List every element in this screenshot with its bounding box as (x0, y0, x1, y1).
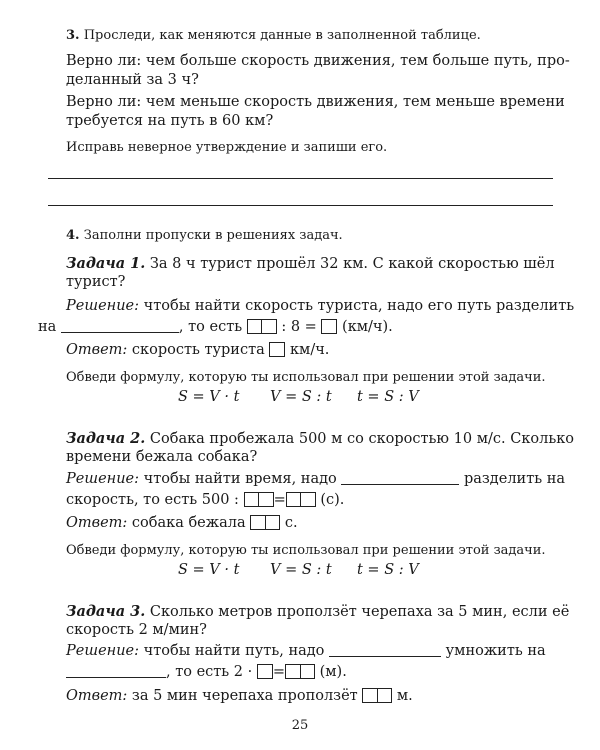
zadacha1-text1: За 8 ч турист прошёл 32 км. С какой скоростью шёл (149, 256, 555, 272)
zadacha1-solution-unit: (км/ч). (342, 319, 393, 335)
zadacha1-circle-instruction: Обведи формулу, которую ты использовал при решении этой задачи. (66, 370, 546, 385)
zadacha3-answer-label: Ответ: (66, 688, 128, 704)
task3-instruction: Исправь неверное утверждение и запиши его. (66, 140, 388, 155)
zadacha1-box-distance[interactable] (247, 319, 277, 334)
zadacha3-label: Задача 3. (66, 603, 146, 620)
zadacha1-solution-label: Решение: (66, 298, 140, 314)
task3-question1-line1: Верно ли: чем больше скорость движения, тем больше путь, про- (66, 53, 570, 69)
task3-question2-line1: Верно ли: чем меньше скорость движения, тем меньше времени (66, 94, 565, 110)
zadacha3-answer-unit: м. (396, 688, 413, 704)
zadacha2-solution-pre: чтобы найти время, надо (143, 471, 337, 487)
zadacha1-answer-unit: км/ч. (289, 342, 330, 358)
zadacha2-solution-line1 (66, 471, 565, 487)
zadacha3-solution-line2 (66, 664, 347, 680)
answer-line-1[interactable] (48, 178, 553, 179)
task3-question1-line2: деланный за 3 ч? (66, 72, 199, 88)
zadacha3-solution-pre: чтобы найти путь, надо (143, 643, 325, 659)
zadacha2-box-result[interactable] (286, 492, 316, 507)
zadacha3-answer-box[interactable] (362, 688, 392, 703)
zadacha2-answer (66, 515, 298, 531)
zadacha3-answer-pre: за 5 мин черепаха проползёт (131, 688, 358, 704)
zadacha2-solution-pre2: скорость, то есть 500 : (66, 492, 239, 508)
zadacha2-formula-speed[interactable]: V = S : t (270, 562, 332, 578)
zadacha1-solution-pre: на (38, 319, 57, 335)
zadacha3-blank-word1[interactable] (329, 644, 441, 657)
zadacha1-formula-time[interactable]: t = S : V (357, 389, 419, 405)
zadacha2-answer-pre: собака бежала (131, 515, 246, 531)
zadacha1-answer-box[interactable] (269, 342, 285, 357)
zadacha2-solution-unit: (с). (320, 492, 345, 508)
zadacha3-solution-eq: = (272, 664, 286, 680)
zadacha1-solution-line2 (38, 319, 393, 335)
zadacha2-solution-eq: = (273, 492, 286, 508)
zadacha1-answer-label: Ответ: (66, 342, 128, 358)
zadacha3-text1: Сколько метров проползёт черепаха за 5 мин, если её (149, 604, 570, 620)
task4-number: 4. (66, 228, 80, 243)
zadacha1-line2: турист? (66, 274, 126, 290)
zadacha1-answer (66, 342, 329, 358)
zadacha3-box-time[interactable] (257, 664, 273, 679)
zadacha1-line1 (66, 255, 555, 272)
zadacha3-solution-mid: , то есть 2 · (166, 664, 253, 680)
zadacha2-circle-instruction: Обведи формулу, которую ты использовал при решении этой задачи. (66, 543, 546, 558)
zadacha2-formula-time[interactable]: t = S : V (357, 562, 419, 578)
zadacha1-solution-line1 (66, 298, 574, 314)
task3-number: 3. (66, 28, 80, 43)
zadacha2-blank-word[interactable] (341, 472, 459, 485)
zadacha1-formula-distance[interactable]: S = V · t (178, 389, 240, 405)
zadacha2-formula-distance[interactable]: S = V · t (178, 562, 240, 578)
task4-heading (66, 228, 343, 243)
zadacha1-blank-word[interactable] (61, 320, 179, 333)
zadacha2-solution-line2 (66, 492, 344, 508)
zadacha2-text1: Собака пробежала 500 м со скоростью 10 м/с. Сколько (149, 431, 575, 447)
zadacha1-formula-speed[interactable]: V = S : t (270, 389, 332, 405)
zadacha1-solution-mid: , то есть (178, 319, 243, 335)
zadacha2-answer-label: Ответ: (66, 515, 128, 531)
zadacha1-solution-op: : 8 = (281, 319, 317, 335)
task4-title: Заполни пропуски в решениях задач. (83, 228, 343, 243)
page-number: 25 (291, 718, 309, 733)
zadacha3-box-result[interactable] (285, 664, 315, 679)
zadacha1-solution-text: чтобы найти скорость туриста, надо его путь разделить (143, 298, 575, 314)
zadacha3-solution-label: Решение: (66, 643, 140, 659)
zadacha1-answer-pre: скорость туриста (131, 342, 265, 358)
zadacha1-label: Задача 1. (66, 255, 146, 272)
zadacha3-solution-post: умножить на (445, 643, 546, 659)
zadacha2-solution-post: разделить на (463, 471, 566, 487)
zadacha2-answer-box[interactable] (250, 515, 280, 530)
zadacha1-box-result[interactable] (321, 319, 337, 334)
zadacha3-solution-line1 (66, 643, 546, 659)
zadacha3-solution-unit: (м). (319, 664, 347, 680)
zadacha2-line1 (66, 430, 574, 447)
zadacha2-box-speed[interactable] (244, 492, 274, 507)
task3-title: Проследи, как меняются данные в заполненной таблице. (83, 28, 481, 43)
zadacha3-line2: скорость 2 м/мин? (66, 622, 207, 638)
zadacha3-answer (66, 688, 413, 704)
zadacha2-answer-unit: с. (284, 515, 298, 531)
zadacha3-line1 (66, 603, 569, 620)
zadacha2-solution-label: Решение: (66, 471, 140, 487)
zadacha2-label: Задача 2. (66, 430, 146, 447)
zadacha3-blank-word2[interactable] (66, 665, 166, 678)
zadacha2-line2: времени бежала собака? (66, 449, 258, 465)
task3-question2-line2: требуется на путь в 60 км? (66, 113, 274, 129)
answer-line-2[interactable] (48, 205, 553, 206)
task3-heading (66, 28, 481, 43)
